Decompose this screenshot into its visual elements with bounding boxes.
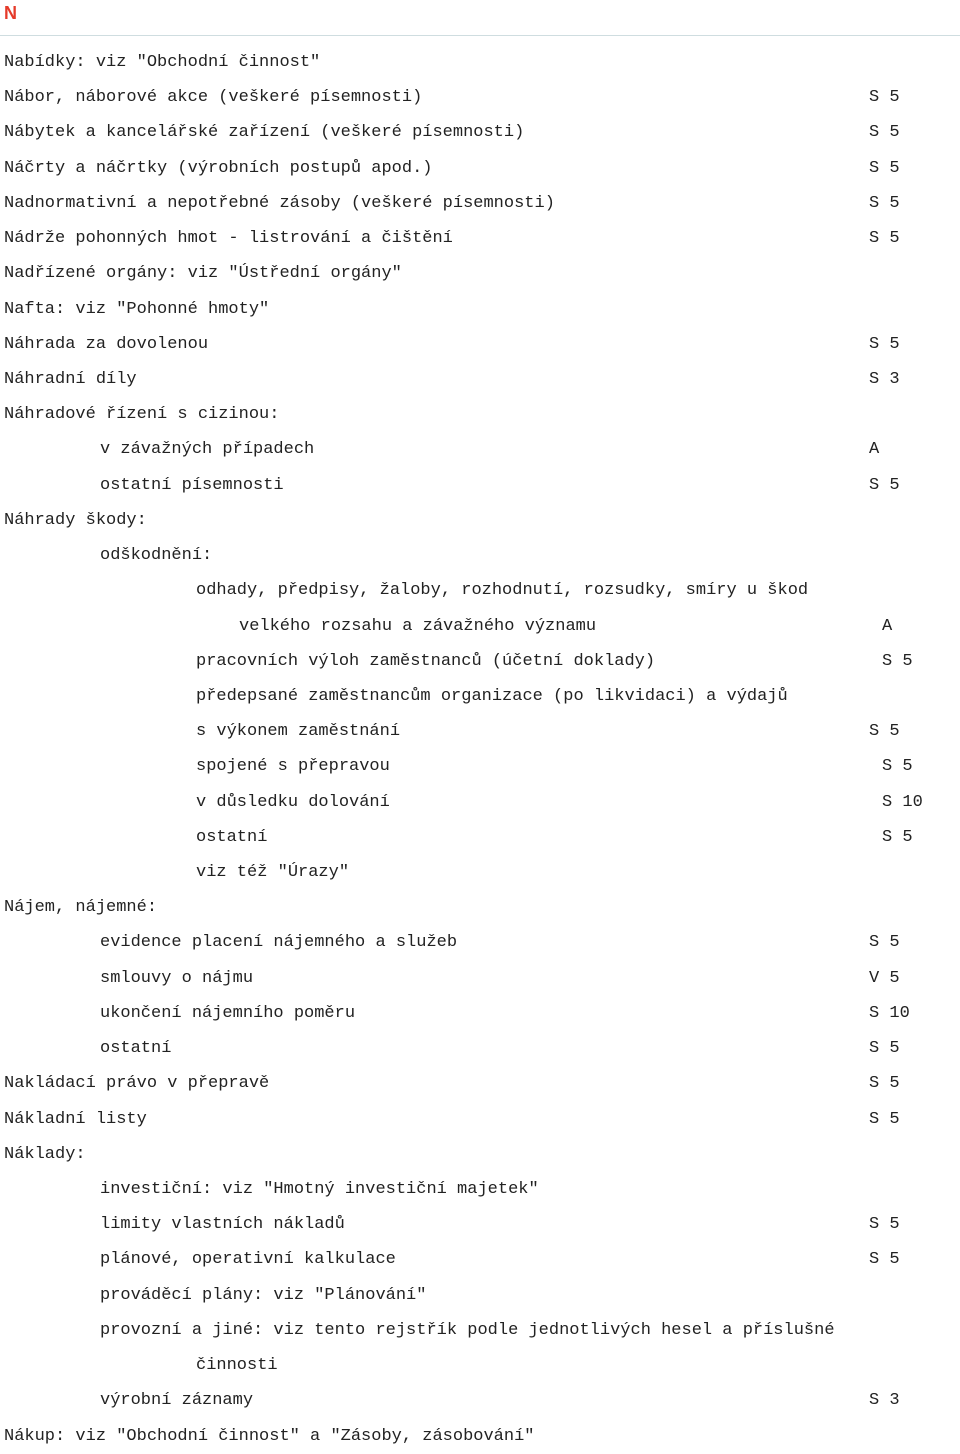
entry-text: Náhrada za dovolenou bbox=[4, 334, 209, 354]
entry-text: evidence placení nájemného a služeb bbox=[100, 933, 458, 953]
entry-text: Nabídky: viz "Obchodní činnost" bbox=[4, 53, 321, 72]
entry-text: plánové, operativní kalkulace bbox=[100, 1250, 396, 1270]
retention-code: S 3 bbox=[869, 1391, 900, 1411]
retention-code: A bbox=[882, 616, 893, 636]
entry-text: odhady, předpisy, žaloby, rozhodnutí, rozsudky, smíry u škod bbox=[196, 581, 809, 601]
entry-text: Nákladní listy bbox=[4, 1109, 147, 1129]
index-entry bbox=[0, 996, 960, 1031]
section-letter: N bbox=[4, 3, 17, 23]
retention-code: S 5 bbox=[869, 1039, 900, 1059]
entry-text: Náhradní díly bbox=[4, 369, 137, 389]
index-entry bbox=[0, 925, 960, 960]
entry-text: Nábor, náborové akce (veškeré písemnosti) bbox=[4, 88, 423, 108]
index-entry bbox=[0, 397, 960, 432]
retention-code: S 5 bbox=[869, 722, 900, 742]
retention-code: S 5 bbox=[869, 1074, 900, 1094]
entry-text: investiční: viz "Hmotný investiční majetek" bbox=[100, 1180, 539, 1199]
entry-text: Náhradové řízení s cizinou: bbox=[4, 405, 280, 425]
index-entry bbox=[0, 1313, 960, 1348]
index-entry bbox=[0, 573, 960, 608]
index-entry bbox=[0, 256, 960, 291]
entry-text: spojené s přepravou bbox=[196, 757, 390, 777]
entry-text: Nakládací právo v přepravě bbox=[4, 1074, 270, 1094]
index-entry bbox=[0, 538, 960, 573]
index-entry bbox=[0, 186, 960, 221]
retention-code: S 5 bbox=[869, 229, 900, 249]
index-entry bbox=[0, 503, 960, 538]
index-entry bbox=[0, 855, 960, 890]
retention-code: S 5 bbox=[869, 123, 900, 143]
entry-text: Nábytek a kancelářské zařízení (veškeré písemnosti) bbox=[4, 123, 525, 143]
entry-text: provozní a jiné: viz tento rejstřík podle jednotlivých hesel a příslušné bbox=[100, 1320, 835, 1340]
index-entry bbox=[0, 749, 960, 784]
index-entry bbox=[0, 1278, 960, 1313]
index-entry bbox=[0, 115, 960, 150]
retention-code: S 5 bbox=[869, 933, 900, 953]
entry-text: v závažných případech bbox=[100, 440, 315, 460]
entry-text: předepsané zaměstnancům organizace (po likvidaci) a výdajů bbox=[196, 686, 788, 706]
entry-text: viz též "Úrazy" bbox=[196, 863, 350, 883]
retention-code: S 5 bbox=[869, 334, 900, 354]
index-entry bbox=[0, 644, 960, 679]
entry-text: pracovních výloh zaměstnanců (účetní doklady) bbox=[196, 651, 656, 671]
entry-text: ostatní písemnosti bbox=[100, 475, 284, 495]
index-entry-list bbox=[0, 45, 960, 1454]
index-entry bbox=[0, 432, 960, 467]
header-divider bbox=[0, 35, 960, 36]
entry-text: Nájem, nájemné: bbox=[4, 898, 158, 918]
index-entry bbox=[0, 890, 960, 925]
retention-code: S 5 bbox=[882, 827, 913, 847]
index-entry bbox=[0, 1031, 960, 1066]
index-entry bbox=[0, 1242, 960, 1277]
retention-code: S 10 bbox=[869, 1003, 910, 1023]
index-entry bbox=[0, 1137, 960, 1172]
entry-text: limity vlastních nákladů bbox=[100, 1215, 345, 1235]
retention-code: S 5 bbox=[869, 193, 900, 213]
retention-code: S 5 bbox=[882, 651, 913, 671]
retention-code: V 5 bbox=[869, 968, 900, 988]
retention-code: S 3 bbox=[869, 369, 900, 389]
retention-code: S 5 bbox=[869, 475, 900, 495]
entry-text: činnosti bbox=[196, 1356, 278, 1376]
index-entry bbox=[0, 45, 960, 80]
retention-code: S 5 bbox=[869, 158, 900, 178]
entry-text: Nadnormativní a nepotřebné zásoby (veškeré písemnosti) bbox=[4, 193, 555, 213]
entry-text: ukončení nájemního poměru bbox=[100, 1003, 356, 1023]
entry-text: Náčrty a náčrtky (výrobních postupů apod.) bbox=[4, 158, 433, 178]
entry-text: Nákup: viz "Obchodní činnost" a "Zásoby, zásobování" bbox=[4, 1426, 535, 1446]
retention-code: S 5 bbox=[869, 1109, 900, 1129]
index-entry bbox=[0, 292, 960, 327]
index-entry bbox=[0, 679, 960, 714]
entry-text: odškodnění: bbox=[100, 546, 213, 566]
entry-text: ostatní bbox=[196, 827, 268, 847]
index-entry bbox=[0, 80, 960, 115]
retention-code: S 5 bbox=[869, 88, 900, 108]
retention-code: A bbox=[869, 440, 880, 460]
retention-code: S 10 bbox=[882, 792, 923, 812]
retention-code: S 5 bbox=[882, 757, 913, 777]
index-entry bbox=[0, 1066, 960, 1101]
entry-text: smlouvy o nájmu bbox=[100, 968, 254, 988]
entry-text: s výkonem zaměstnání bbox=[196, 722, 401, 742]
index-entry bbox=[0, 327, 960, 362]
index-entry bbox=[0, 820, 960, 855]
entry-text: Náhrady škody: bbox=[4, 510, 147, 530]
entry-text: výrobní záznamy bbox=[100, 1391, 254, 1411]
retention-code: S 5 bbox=[869, 1250, 900, 1270]
entry-text: v důsledku dolování bbox=[196, 792, 390, 812]
index-entry bbox=[0, 221, 960, 256]
index-entry bbox=[0, 1172, 960, 1207]
index-entry bbox=[0, 362, 960, 397]
index-entry bbox=[0, 714, 960, 749]
index-entry bbox=[0, 785, 960, 820]
entry-text: Nadřízené orgány: viz "Ústřední orgány" bbox=[4, 264, 402, 284]
entry-text: velkého rozsahu a závažného významu bbox=[239, 616, 597, 636]
index-entry bbox=[0, 468, 960, 503]
entry-text: ostatní bbox=[100, 1039, 172, 1059]
index-entry bbox=[0, 1102, 960, 1137]
retention-code: S 5 bbox=[869, 1215, 900, 1235]
index-entry bbox=[0, 1419, 960, 1454]
entry-text: Náklady: bbox=[4, 1144, 86, 1164]
entry-text: Nafta: viz "Pohonné hmoty" bbox=[4, 299, 270, 319]
index-entry bbox=[0, 1348, 960, 1383]
entry-text: prováděcí plány: viz "Plánování" bbox=[100, 1285, 427, 1305]
index-entry bbox=[0, 1207, 960, 1242]
index-entry bbox=[0, 1383, 960, 1418]
entry-text: Nádrže pohonných hmot - listrování a čištění bbox=[4, 229, 453, 249]
index-entry bbox=[0, 151, 960, 186]
index-entry bbox=[0, 609, 960, 644]
index-entry bbox=[0, 961, 960, 996]
